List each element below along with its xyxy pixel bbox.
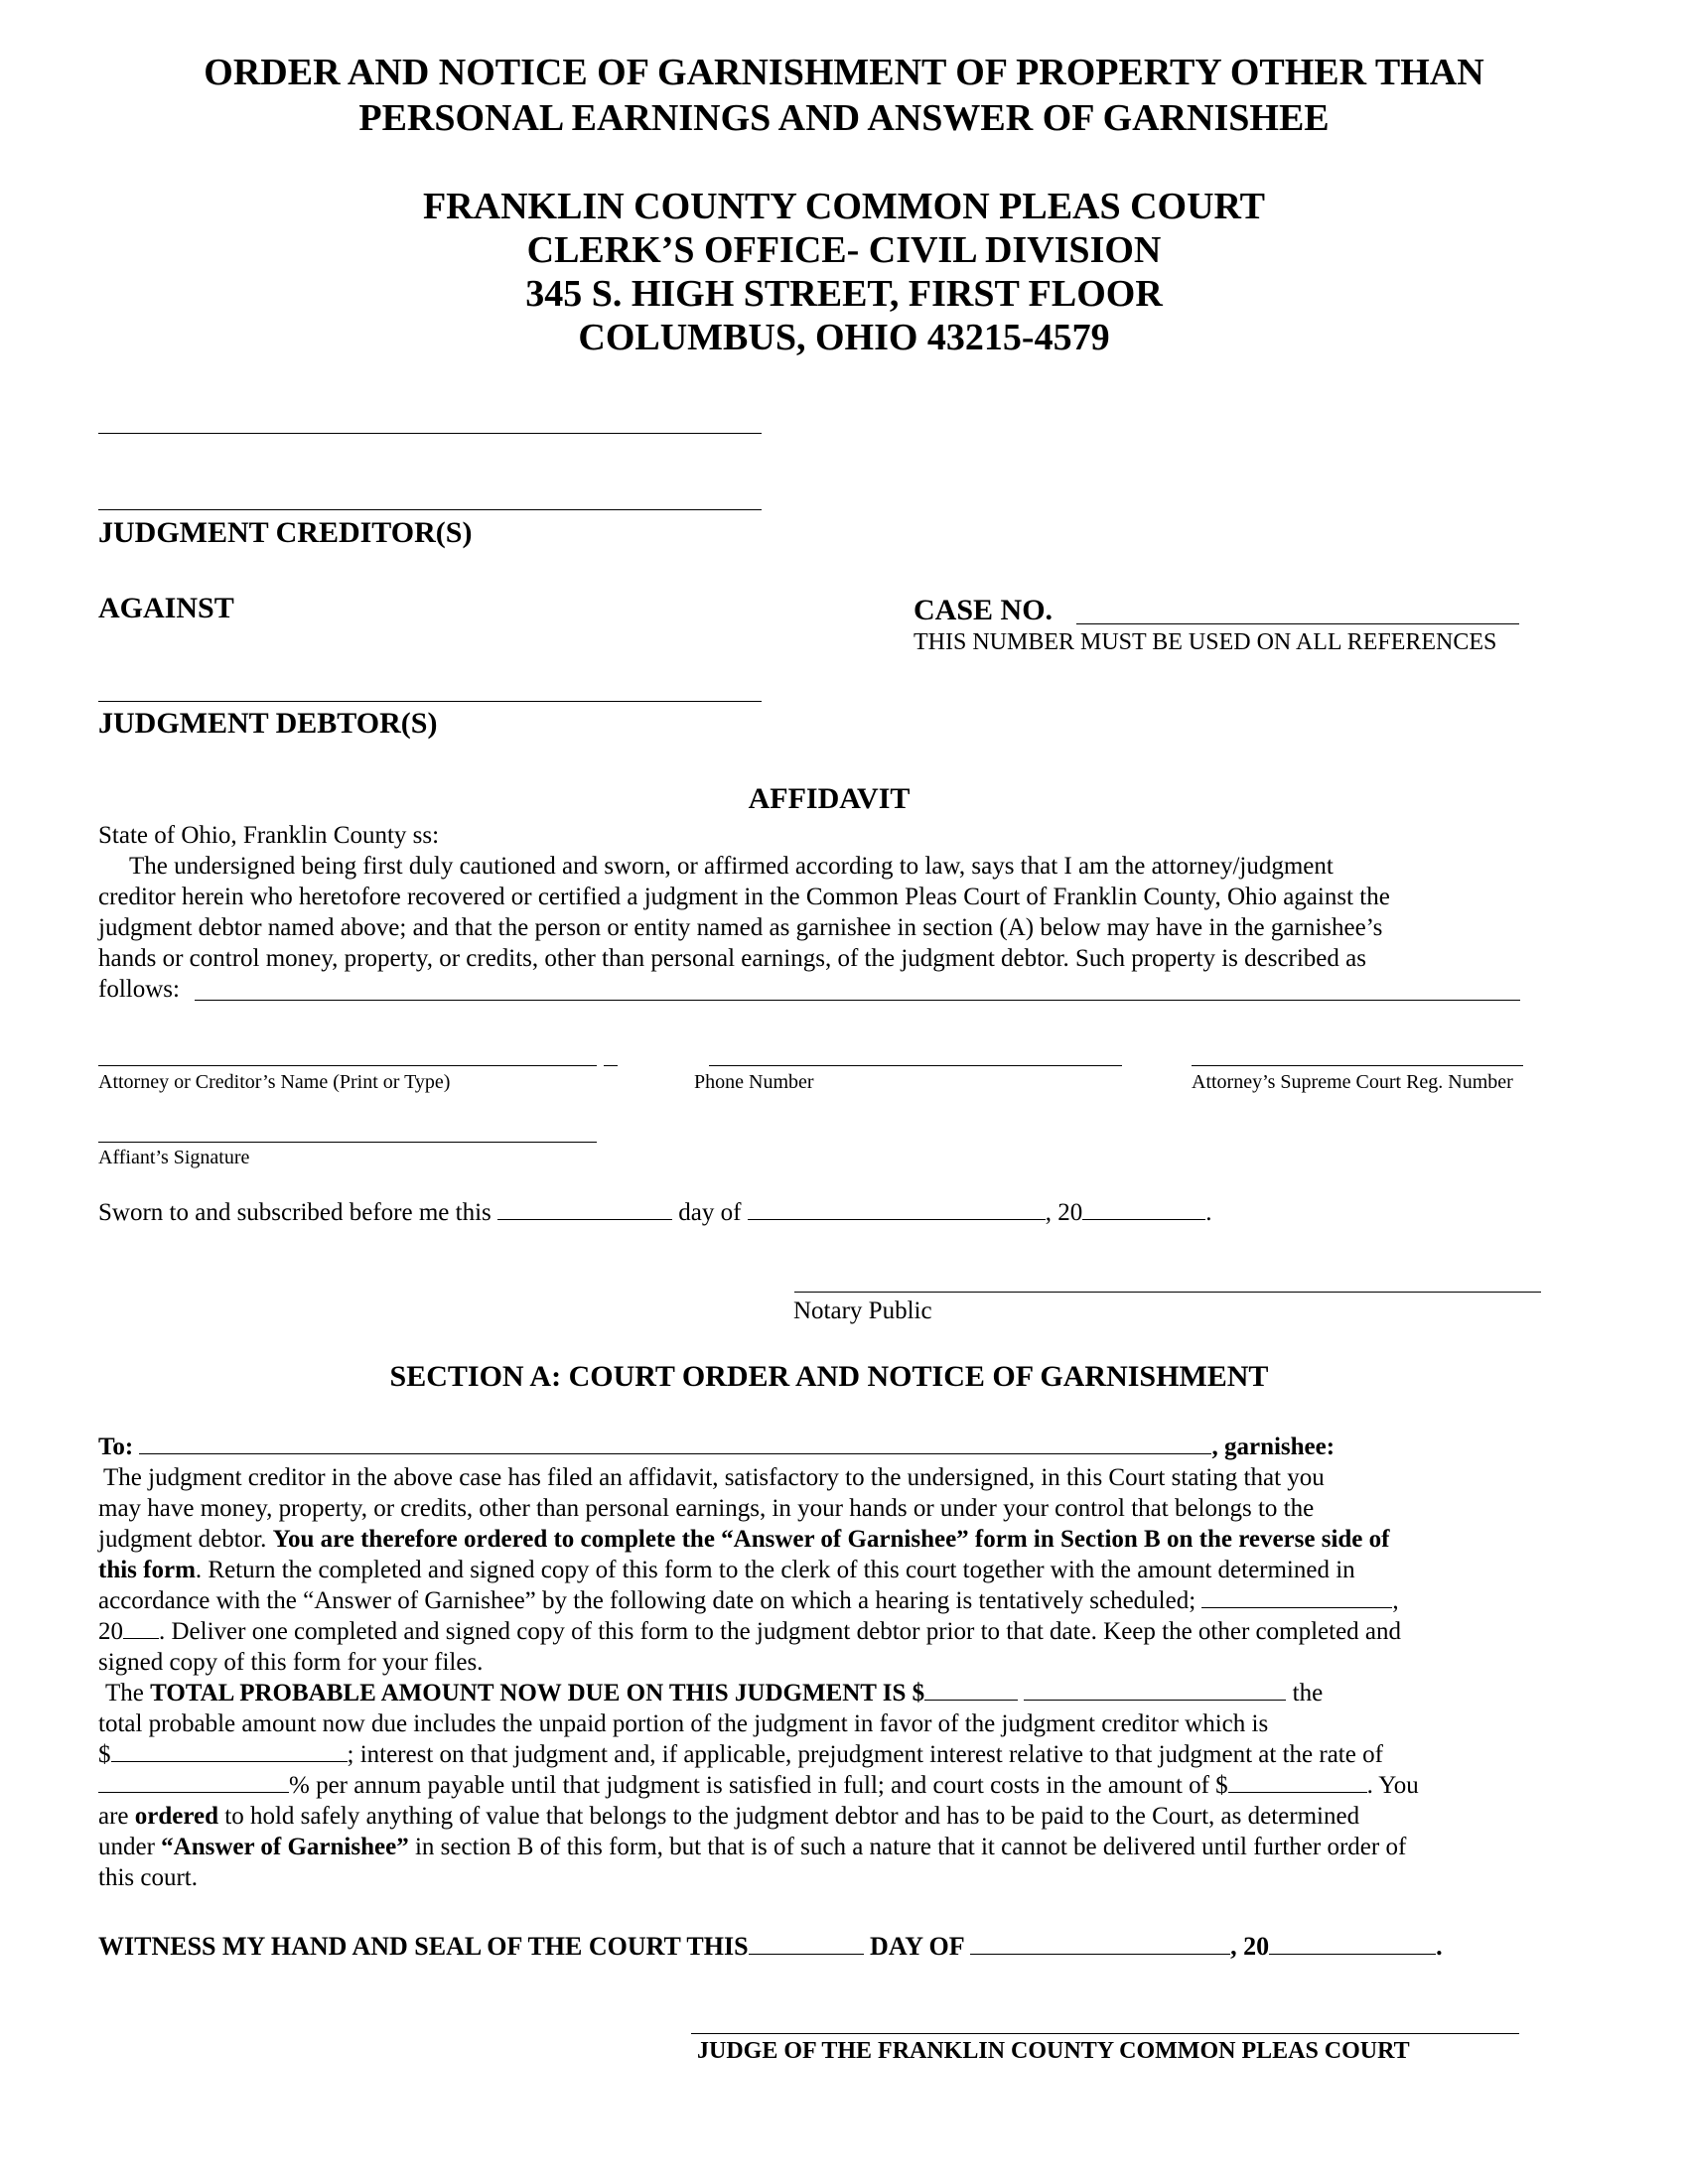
section-a-line-3-text: judgment debtor. bbox=[98, 1526, 267, 1553]
section-a-line-12 bbox=[98, 1801, 1359, 1832]
section-a-line-9: total probable amount now due includes the unpaid portion of the judgment in favor of the judgment creditor which is bbox=[98, 1710, 1269, 1737]
section-a-line-7: signed copy of this form for your files. bbox=[98, 1649, 484, 1676]
notary-signature-field[interactable] bbox=[794, 1292, 1541, 1293]
garnishee-label: , garnishee: bbox=[1211, 1433, 1336, 1460]
attorney-name-field[interactable] bbox=[98, 1065, 597, 1066]
affiant-signature-field[interactable] bbox=[98, 1142, 597, 1143]
affidavit-text-line-3: judgment debtor named above; and that the person or entity named as garnishee in section (A) below may have in the garnishee’s bbox=[98, 914, 1383, 941]
property-description-field[interactable] bbox=[195, 1000, 1520, 1001]
to-label: To: bbox=[98, 1433, 134, 1460]
section-a-line-14: this court. bbox=[98, 1864, 198, 1891]
under-prefix: under bbox=[98, 1834, 155, 1860]
creditor-name-line-1[interactable] bbox=[98, 433, 762, 434]
affidavit-text-line-5: follows: bbox=[98, 976, 180, 1003]
witness-line bbox=[98, 1931, 1443, 1962]
against-label: AGAINST bbox=[98, 592, 234, 624]
hearing-date-field[interactable] bbox=[1201, 1585, 1392, 1608]
form-title-line-2: PERSONAL EARNINGS AND ANSWER OF GARNISHEE bbox=[358, 97, 1330, 139]
supreme-court-reg-field[interactable] bbox=[1192, 1065, 1523, 1066]
this-form-text: this form bbox=[98, 1557, 196, 1583]
total-amount-suffix: the bbox=[1292, 1680, 1324, 1706]
sworn-statement bbox=[98, 1197, 1211, 1228]
total-amount-field-2[interactable] bbox=[1024, 1678, 1286, 1701]
judge-label: JUDGE OF THE FRANKLIN COUNTY COMMON PLEAS COURT bbox=[697, 2038, 1410, 2064]
debtor-name-line[interactable] bbox=[98, 701, 762, 702]
hearing-date-comma: , bbox=[1392, 1587, 1399, 1614]
sworn-month-field[interactable] bbox=[748, 1197, 1046, 1220]
section-a-line-8 bbox=[105, 1678, 1323, 1708]
court-street-address: 345 S. HIGH STREET, FIRST FLOOR bbox=[525, 273, 1163, 315]
total-amount-field[interactable] bbox=[924, 1678, 1018, 1701]
section-a-line-1: The judgment creditor in the above case has filed an affidavit, satisfactory to the undersigned, in this Court stating that you bbox=[103, 1464, 1325, 1491]
section-a-line-4 bbox=[98, 1555, 1562, 1585]
section-a-line-10-text: ; interest on that judgment and, if applicable, prejudgment interest relative to that judgment at the rate of bbox=[347, 1741, 1383, 1768]
witness-day-field[interactable] bbox=[749, 1932, 864, 1955]
clerk-office: CLERK’S OFFICE- CIVIL DIVISION bbox=[526, 229, 1162, 271]
case-number-field[interactable] bbox=[1076, 623, 1519, 624]
sworn-year-field[interactable] bbox=[1082, 1197, 1205, 1220]
section-a-line-11-text: % per annum payable until that judgment is satisfied in full; and court costs in the amount of $ bbox=[289, 1772, 1228, 1799]
total-amount-prefix: The bbox=[105, 1680, 144, 1706]
section-a-line-12-text: to hold safely anything of value that belongs to the judgment debtor and has to be paid to the Court, as determined bbox=[224, 1803, 1360, 1830]
court-city-address: COLUMBUS, OHIO 43215-4579 bbox=[578, 317, 1110, 358]
interest-rate-field[interactable] bbox=[98, 1770, 289, 1793]
sworn-end: . bbox=[1205, 1199, 1212, 1226]
witness-day-of: DAY OF bbox=[870, 1932, 964, 1961]
section-a-order-text: You are therefore ordered to complete the “Answer of Garnishee” form in Section B on the reverse side of bbox=[272, 1526, 1390, 1553]
section-a-line-11 bbox=[98, 1770, 1419, 1801]
form-title-line-1: ORDER AND NOTICE OF GARNISHMENT OF PROPERTY OTHER THAN bbox=[204, 52, 1484, 93]
section-a-line-10 bbox=[98, 1739, 1383, 1770]
hearing-year-field[interactable] bbox=[123, 1616, 159, 1639]
sworn-year-prefix: , 20 bbox=[1045, 1199, 1083, 1226]
witness-end: . bbox=[1436, 1932, 1443, 1961]
witness-month-field[interactable] bbox=[970, 1932, 1230, 1955]
supreme-court-reg-label: Attorney’s Supreme Court Reg. Number bbox=[1192, 1071, 1513, 1093]
court-name: FRANKLIN COUNTY COMMON PLEAS COURT bbox=[422, 186, 1266, 227]
notary-public-label: Notary Public bbox=[793, 1297, 932, 1324]
ordered-prefix: are bbox=[98, 1803, 129, 1830]
section-a-line-6 bbox=[98, 1616, 1562, 1647]
creditor-name-line-2[interactable] bbox=[98, 509, 762, 510]
attorney-name-dash bbox=[604, 1065, 618, 1066]
section-a-line-13 bbox=[98, 1832, 1406, 1862]
garnishee-name-field[interactable] bbox=[139, 1432, 1211, 1454]
section-a-line-3 bbox=[98, 1524, 1562, 1555]
unpaid-judgment-dollar: $ bbox=[98, 1741, 111, 1768]
affidavit-venue: State of Ohio, Franklin County ss: bbox=[98, 822, 440, 849]
affidavit-text-line-2: creditor herein who heretofore recovered or certified a judgment in the Common Pleas Court of Franklin County, Ohio against the bbox=[98, 884, 1390, 910]
ordered-text: ordered bbox=[134, 1803, 219, 1830]
witness-prefix: WITNESS MY HAND AND SEAL OF THE COURT THIS bbox=[98, 1932, 749, 1961]
affidavit-text-line-1: The undersigned being first duly cautioned and sworn, or affirmed according to law, says that I am the attorney/judgment bbox=[129, 853, 1334, 880]
sworn-day-field[interactable] bbox=[497, 1197, 672, 1220]
section-a-line-13-text: in section B of this form, but that is of such a nature that it cannot be delivered until further order of bbox=[414, 1834, 1407, 1860]
judgment-creditor-label: JUDGMENT CREDITOR(S) bbox=[98, 516, 473, 549]
section-a-line-5 bbox=[98, 1585, 1562, 1616]
section-a-line-2: may have money, property, or credits, other than personal earnings, in your hands or under your control that belongs to the bbox=[98, 1495, 1315, 1522]
affiant-signature-label: Affiant’s Signature bbox=[98, 1147, 250, 1168]
garnishee-to-line bbox=[98, 1432, 1335, 1462]
witness-year-prefix: , 20 bbox=[1230, 1932, 1270, 1961]
judge-signature-field[interactable] bbox=[691, 2033, 1519, 2034]
phone-number-field[interactable] bbox=[709, 1065, 1122, 1066]
court-costs-field[interactable] bbox=[1228, 1770, 1367, 1793]
attorney-name-label: Attorney or Creditor’s Name (Print or Type) bbox=[98, 1071, 451, 1093]
hearing-year-prefix: 20 bbox=[98, 1618, 123, 1645]
section-a-heading: SECTION A: COURT ORDER AND NOTICE OF GARNISHMENT bbox=[389, 1360, 1269, 1393]
section-a-line-6-text: . Deliver one completed and signed copy of this form to the judgment debtor prior to that date. Keep the other completed and bbox=[159, 1618, 1402, 1645]
section-a-line-5-text: accordance with the “Answer of Garnishee” by the following date on which a hearing is tentatively scheduled; bbox=[98, 1587, 1196, 1614]
phone-number-label: Phone Number bbox=[694, 1071, 814, 1093]
total-amount-label: TOTAL PROBABLE AMOUNT NOW DUE ON THIS JUDGMENT IS $ bbox=[150, 1680, 925, 1706]
unpaid-judgment-field[interactable] bbox=[111, 1739, 348, 1762]
answer-of-garnishee-text: “Answer of Garnishee” bbox=[161, 1834, 409, 1860]
sworn-prefix: Sworn to and subscribed before me this bbox=[98, 1199, 492, 1226]
affidavit-heading: AFFIDAVIT bbox=[748, 782, 911, 815]
case-number-note: THIS NUMBER MUST BE USED ON ALL REFERENCES bbox=[914, 629, 1497, 655]
case-number-label: CASE NO. bbox=[914, 594, 1054, 626]
sworn-day-of: day of bbox=[678, 1199, 742, 1226]
witness-year-field[interactable] bbox=[1269, 1932, 1436, 1955]
affidavit-text-line-4: hands or control money, property, or credits, other than personal earnings, of the judgment debtor. Such property is described as bbox=[98, 945, 1366, 972]
section-a-line-4-text: . Return the completed and signed copy of this form to the clerk of this court together with the amount determined in bbox=[195, 1557, 1355, 1583]
section-a-line-11-end: . You bbox=[1366, 1772, 1419, 1799]
judgment-debtor-label: JUDGMENT DEBTOR(S) bbox=[98, 707, 438, 740]
